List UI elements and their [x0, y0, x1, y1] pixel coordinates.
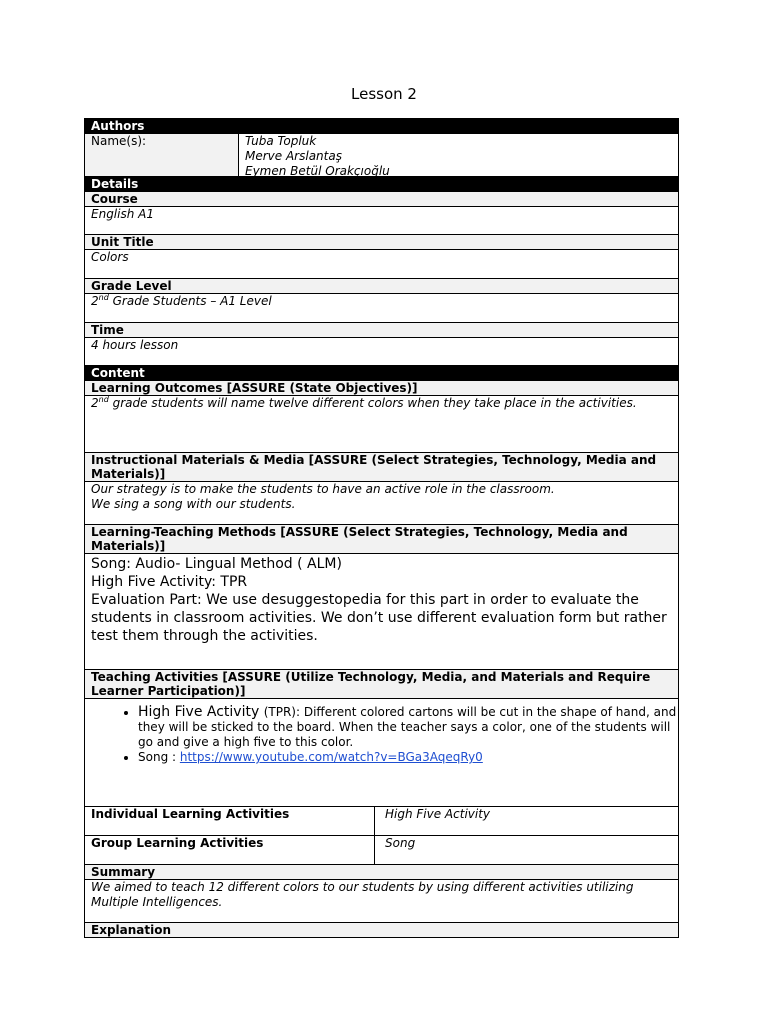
course-label: Course — [85, 192, 678, 207]
group-activities-row — [85, 836, 678, 865]
instructional-materials-label: Instructional Materials & Media [ASSURE (Select Strategies, Technology, Media and Materials)] — [85, 453, 678, 482]
details-section-header: Details — [85, 177, 678, 192]
group-activities-value: Song — [385, 836, 416, 850]
author-names — [239, 134, 678, 176]
group-activities-label: Group Learning Activities — [85, 836, 375, 864]
teaching-activities-list — [85, 705, 678, 765]
author-name: Tuba Topluk — [245, 134, 317, 148]
grade-level-label: Grade Level — [85, 279, 678, 294]
learning-outcomes-label: Learning Outcomes [ASSURE (State Objectives)] — [85, 381, 678, 396]
authors-section-header: Authors — [85, 119, 678, 134]
unit-title-value: Colors — [85, 250, 678, 279]
individual-activities-value: High Five Activity — [385, 807, 491, 821]
page-title: Lesson 2 — [351, 85, 417, 103]
explanation-label: Explanation — [85, 923, 678, 937]
grade-level-value: 2nd Grade Students – A1 Level — [85, 294, 678, 323]
list-item: • Song : https://www.youtube.com/watch?v=BGa3AqeqRy0 — [138, 750, 678, 765]
song-link[interactable]: https://www.youtube.com/watch?v=BGa3AqeqRy0 — [179, 750, 483, 764]
authors-row — [85, 134, 678, 177]
teaching-activities-value — [85, 705, 678, 807]
author-name: Eymen Betül Orakçıoğlu — [245, 164, 390, 178]
learning-teaching-methods-value: Song: Audio- Lingual Method ( ALM) High Five Activity: TPR Evaluation Part: We use desuggestopedia for this part in order to evaluate the students in classroom activities. We don’t use different evaluation form but rather test them through the activities. — [85, 554, 678, 670]
teaching-activities-label: Teaching Activities [ASSURE (Utilize Technology, Media, and Materials and Require Learner Participation)] — [85, 670, 678, 699]
lesson-plan-table — [84, 118, 679, 938]
summary-label: Summary — [85, 865, 678, 880]
content-section-header: Content — [85, 366, 678, 381]
list-item: • High Five Activity (TPR): Different colored cartons will be cut in the shape of hand, and they will be sticked to the board. When the teacher says a color, one of the students will go and give a high five to this color. — [138, 705, 678, 750]
learning-teaching-methods-label: Learning-Teaching Methods [ASSURE (Select Strategies, Technology, Media and Materials)] — [85, 525, 678, 554]
author-name: Merve Arslantaş — [245, 149, 342, 163]
learning-outcomes-value: 2nd grade students will name twelve different colors when they take place in the activities. — [85, 396, 678, 453]
time-label: Time — [85, 323, 678, 338]
summary-value: We aimed to teach 12 different colors to our students by using different activities utilizing Multiple Intelligences. — [85, 880, 678, 923]
names-label: Name(s): — [85, 134, 239, 176]
individual-activities-label: Individual Learning Activities — [85, 807, 375, 835]
time-value: 4 hours lesson — [85, 338, 678, 366]
course-value: English A1 — [85, 207, 678, 235]
individual-activities-row — [85, 807, 678, 836]
instructional-materials-value: Our strategy is to make the students to have an active role in the classroom. We sing a song with our students. — [85, 482, 678, 525]
unit-title-label: Unit Title — [85, 235, 678, 250]
